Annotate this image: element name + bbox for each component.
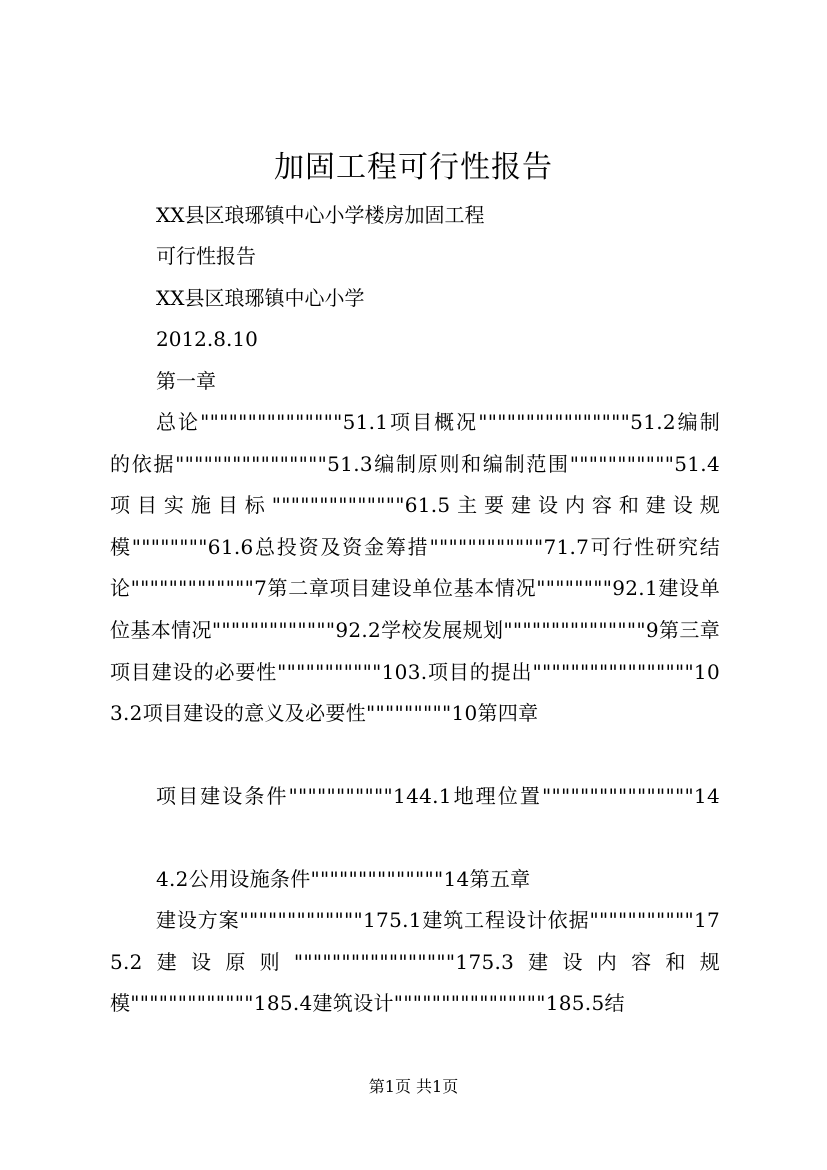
- chapter-heading: 第一章: [156, 369, 216, 393]
- toc-paragraph: 建设方案"""""""""""""175.1建筑工程设计依据"""""""""""175.2建设原则"""""""""""""""""175.3建设内容和规模"""""""""""""185.4建筑设计""""""""""""""""185.5结: [110, 908, 720, 1016]
- project-name-line: XX县区琅琊镇中心小学楼房加固工程: [156, 203, 485, 227]
- toc-paragraph: 总论"""""""""""""""51.1项目概况""""""""""""""""51.2编制的依据""""""""""""""""51.3编制原则和编制范围"""""""""""51.4项目实施目标""""""""""""""61.5主要建设内容和建设规模""""""""61.6总投资及资金筹措""""""""""""71.7可行性研究结论"""""""""""""7第二章项目建设单位基本情况""""""""92.1建设单位基本情况"""""""""""""92.2学校发展规划"""""""""""""""9第三章项目建设的必要性"""""""""""103.项目的提出"""""""""""""""""103.2项目建设的意义及必要性"""""""""10第四章: [110, 410, 720, 726]
- toc-paragraph: 项目建设条件"""""""""""144.1地理位置""""""""""""""""14: [156, 784, 720, 808]
- toc-paragraph: 4.2公用设施条件""""""""""""""14第五章: [156, 867, 531, 891]
- report-type-line: 可行性报告: [156, 244, 256, 268]
- organization-line: XX县区琅琊镇中心小学: [156, 286, 365, 310]
- page-footer: 第1页 共1页: [368, 1077, 459, 1096]
- date-line: 2012.8.10: [156, 327, 258, 351]
- document-title: 加固工程可行性报告: [274, 150, 553, 185]
